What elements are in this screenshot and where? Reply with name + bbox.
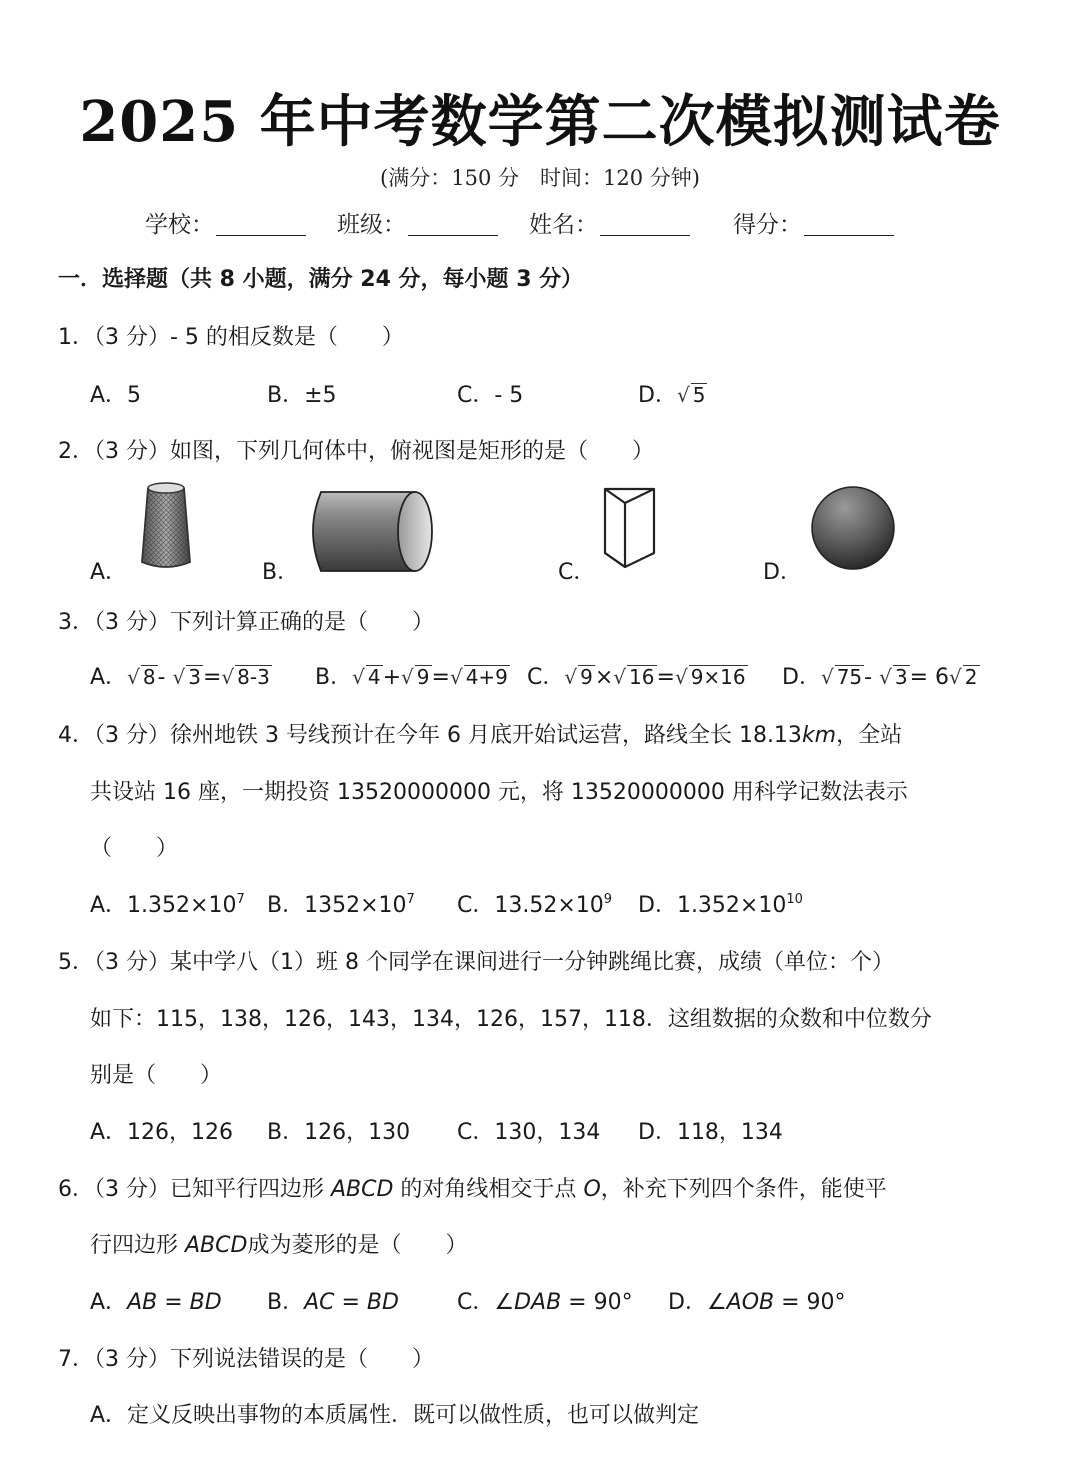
q1-d-radicand: 5 bbox=[692, 383, 706, 407]
q4-option-d[interactable] bbox=[638, 888, 803, 919]
q1-option-c[interactable]: C．- 5 bbox=[457, 383, 524, 408]
q3-b-eq: = bbox=[431, 665, 450, 690]
name-label: 姓名： bbox=[529, 212, 598, 238]
q6-c-prefix: C．∠ bbox=[457, 1290, 515, 1315]
q3-option-a[interactable] bbox=[90, 660, 272, 691]
sqrt-icon: √ bbox=[221, 665, 235, 689]
q1-option-d[interactable] bbox=[638, 378, 707, 409]
score-label: 得分： bbox=[733, 212, 802, 238]
q3-d-rad2: 3 bbox=[894, 665, 908, 689]
question-6-line-2 bbox=[90, 1228, 467, 1259]
q3-a-rad1: 8 bbox=[142, 665, 156, 689]
q4-option-c[interactable] bbox=[457, 888, 612, 919]
name-field bbox=[529, 206, 690, 239]
q3-a-eq: = bbox=[202, 665, 222, 690]
q6-l2-b: 成为菱形的是（ ） bbox=[247, 1233, 468, 1258]
q2-option-a-label[interactable]: A． bbox=[90, 560, 128, 585]
q6-abcd: ABCD bbox=[330, 1177, 394, 1202]
q6-b-expr: AC = BD bbox=[304, 1290, 399, 1315]
q3-b-prefix: B． bbox=[315, 665, 353, 690]
question-4-line-3: （ ） bbox=[90, 836, 179, 861]
sqrt-icon: √ bbox=[564, 665, 578, 689]
class-blank[interactable] bbox=[408, 213, 498, 236]
question-6-line-1 bbox=[58, 1172, 887, 1203]
question-7-stem: 7．（3 分）下列说法错误的是（ ） bbox=[58, 1347, 434, 1372]
q3-b-rad3: 4+9 bbox=[465, 665, 508, 689]
q3-option-c[interactable] bbox=[527, 660, 748, 691]
q6-d-value: = 90° bbox=[774, 1290, 846, 1315]
q4-line1-end: ，全站 bbox=[836, 723, 903, 748]
q5-option-d[interactable]: D．118，134 bbox=[638, 1120, 783, 1145]
q4-b-base: B．1352×10 bbox=[267, 893, 407, 918]
q3-c-rad2: 16 bbox=[629, 665, 655, 689]
q6-a-expr: AB = BD bbox=[127, 1290, 222, 1315]
sqrt-icon: √ bbox=[879, 665, 892, 689]
question-5-line-3: 别是（ ） bbox=[90, 1063, 223, 1088]
q4-option-b[interactable] bbox=[267, 888, 415, 919]
q4-b-exp: 7 bbox=[406, 892, 415, 907]
prism-figure bbox=[600, 483, 660, 571]
class-label: 班级： bbox=[337, 212, 406, 238]
q6-d-prefix: D．∠ bbox=[668, 1290, 727, 1315]
q6-point-o: O bbox=[583, 1177, 601, 1202]
question-2-stem: 2．（3 分）如图，下列几何体中，俯视图是矩形的是（ ） bbox=[58, 439, 654, 464]
q1-option-a[interactable]: A．5 bbox=[90, 383, 142, 408]
exam-info: (满分：150 分 时间：120 分钟) bbox=[380, 166, 700, 190]
sqrt-icon: √ bbox=[676, 383, 690, 407]
score-blank[interactable] bbox=[804, 213, 894, 236]
q4-unit: km bbox=[801, 723, 837, 748]
sqrt-icon: √ bbox=[172, 665, 186, 689]
q3-d-op: - bbox=[864, 665, 880, 690]
sqrt-icon: √ bbox=[127, 665, 140, 689]
question-4-line-2: 共设站 16 座，一期投资 13520000000 元，将 13520000000 用科学记数法表示 bbox=[90, 780, 908, 805]
sqrt-icon: √ bbox=[613, 665, 627, 689]
q5-option-c[interactable]: C．130，134 bbox=[457, 1120, 601, 1145]
q6-l1-c: ，补充下列四个条件，能使平 bbox=[600, 1177, 887, 1202]
q3-d-rad1: 75 bbox=[836, 665, 863, 689]
q3-a-rad3: 8-3 bbox=[237, 665, 270, 689]
section-heading: 一．选择题（共 8 小题，满分 24 分，每小题 3 分） bbox=[58, 267, 584, 292]
q4-c-exp: 9 bbox=[603, 892, 613, 907]
q1-d-prefix: D． bbox=[638, 383, 677, 408]
sqrt-icon: √ bbox=[674, 665, 688, 689]
q6-option-d[interactable] bbox=[668, 1285, 846, 1316]
q4-d-base: D．1.352×10 bbox=[638, 893, 787, 918]
q3-option-d[interactable] bbox=[782, 660, 980, 691]
q4-a-base: A．1.352×10 bbox=[90, 893, 237, 918]
q2-option-b-label[interactable]: B． bbox=[262, 560, 300, 585]
q3-a-prefix: A． bbox=[90, 665, 128, 690]
q6-d-angle: AOB bbox=[726, 1290, 775, 1315]
q3-c-prefix: C． bbox=[527, 665, 565, 690]
q6-a-prefix: A． bbox=[90, 1290, 128, 1315]
q3-b-op: + bbox=[382, 665, 402, 690]
class-field bbox=[337, 206, 498, 239]
sphere-figure bbox=[810, 485, 898, 571]
q3-a-rad2: 3 bbox=[188, 665, 201, 689]
q3-d-eq: = 6 bbox=[909, 665, 950, 690]
q3-c-eq: = bbox=[656, 665, 675, 690]
question-5-line-1: 5．（3 分）某中学八（1）班 8 个同学在课间进行一分钟跳绳比赛，成绩（单位：个） bbox=[58, 950, 894, 975]
page-title: 2025 年中考数学第二次模拟测试卷 bbox=[79, 89, 1001, 155]
sqrt-icon: √ bbox=[820, 665, 834, 689]
frustum-figure bbox=[136, 480, 196, 572]
q6-abcd-2: ABCD bbox=[185, 1233, 248, 1258]
question-5-line-2: 如下：115，138，126，143，134，126，157，118．这组数据的众数和中位数分 bbox=[90, 1007, 932, 1032]
q7-option-a[interactable]: A．定义反映出事物的本质属性．既可以做性质，也可以做判定 bbox=[90, 1403, 700, 1428]
q4-c-base: C．13.52×10 bbox=[457, 893, 604, 918]
q6-c-angle: DAB bbox=[514, 1290, 562, 1315]
q6-l1-b: 的对角线相交于点 bbox=[393, 1177, 584, 1202]
q3-option-b[interactable] bbox=[315, 660, 510, 691]
q3-d-rad3: 2 bbox=[964, 665, 978, 689]
name-blank[interactable] bbox=[600, 213, 690, 236]
q6-l2-a: 行四边形 bbox=[90, 1233, 185, 1258]
school-label: 学校： bbox=[145, 212, 214, 238]
sqrt-icon: √ bbox=[449, 665, 463, 689]
q4-line1-text: 4．（3 分）徐州地铁 3 号线预计在今年 6 月底开始试运营，路线全长 18.13 bbox=[58, 723, 802, 748]
q3-c-rad3: 9×16 bbox=[690, 665, 746, 689]
q5-option-b[interactable]: B．126，130 bbox=[267, 1120, 411, 1145]
q6-b-prefix: B． bbox=[267, 1290, 305, 1315]
sqrt-icon: √ bbox=[949, 665, 962, 689]
q5-option-a[interactable]: A．126，126 bbox=[90, 1120, 234, 1145]
q6-c-value: = 90° bbox=[561, 1290, 633, 1315]
question-3-stem: 3．（3 分）下列计算正确的是（ ） bbox=[58, 610, 434, 635]
cylinder-figure bbox=[303, 489, 435, 575]
q3-c-op: × bbox=[594, 665, 614, 690]
q2-option-d-label[interactable]: D． bbox=[763, 560, 802, 585]
q3-a-op: - bbox=[157, 665, 173, 690]
q2-option-c-label[interactable]: C． bbox=[558, 560, 596, 585]
q6-option-b[interactable] bbox=[267, 1285, 399, 1316]
q6-option-a[interactable] bbox=[90, 1285, 222, 1316]
q4-d-exp: 10 bbox=[786, 892, 803, 907]
q3-d-prefix: D． bbox=[782, 665, 821, 690]
q1-option-b[interactable]: B．±5 bbox=[267, 383, 337, 408]
q3-c-rad1: 9 bbox=[580, 665, 593, 689]
q3-b-rad1: 4 bbox=[367, 665, 381, 689]
q6-option-c[interactable] bbox=[457, 1285, 633, 1316]
q4-a-exp: 7 bbox=[236, 892, 245, 907]
q3-b-rad2: 9 bbox=[416, 665, 430, 689]
school-blank[interactable] bbox=[216, 213, 306, 236]
school-field bbox=[145, 206, 306, 239]
score-field bbox=[733, 206, 894, 239]
sqrt-icon: √ bbox=[352, 665, 365, 689]
question-1-stem: 1．（3 分）- 5 的相反数是（ ） bbox=[58, 325, 404, 350]
q4-option-a[interactable] bbox=[90, 888, 245, 919]
q6-l1-a: 6．（3 分）已知平行四边形 bbox=[58, 1177, 331, 1202]
question-4-line-1 bbox=[58, 718, 902, 749]
sqrt-icon: √ bbox=[401, 665, 414, 689]
